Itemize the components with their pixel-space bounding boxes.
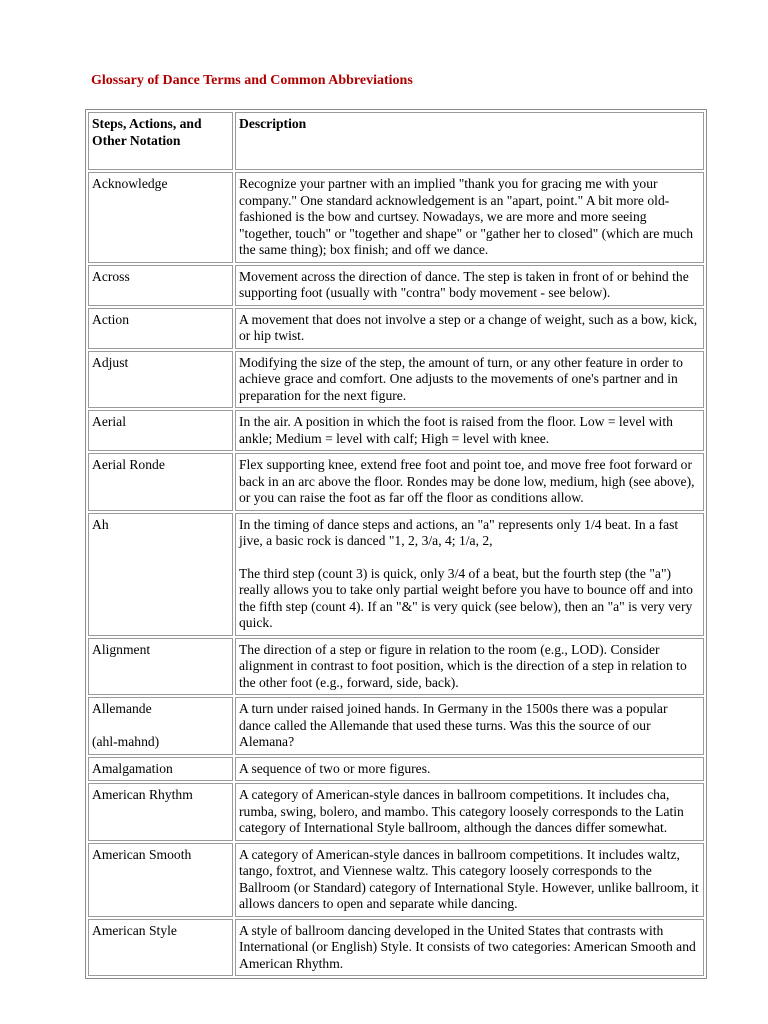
- table-row: [88, 919, 704, 977]
- header-term: Steps, Actions, and Other Notation: [88, 112, 233, 170]
- description-cell: A movement that does not involve a step or a change of weight, such as a bow, kick, or hip twist.: [235, 308, 704, 349]
- description-cell: Recognize your partner with an implied "thank you for gracing me with your company." One standard acknowledgement is an "apart, point." A bit more old-fashioned is the bow and curtsey. Nowadays, we are more and more seeing "together, touch" or "together and shape" or "gather her to closed" (which are much the same thing); box finish; and off we dance.: [235, 172, 704, 263]
- description-cell: A category of American-style dances in ballroom competitions. It includes waltz, tango, foxtrot, and Viennese waltz. This category loosely corresponds to the Ballroom (or Standard) category of International Style. However, unlike ballroom, it allows dancers to open and separate while dancing.: [235, 843, 704, 917]
- glossary-table: [85, 109, 707, 979]
- header-description: Description: [235, 112, 704, 170]
- description-cell: Movement across the direction of dance. The step is taken in front of or behind the supporting foot (usually with "contra" body movement - see below).: [235, 265, 704, 306]
- table-row: [88, 265, 704, 306]
- term-pronunciation: (ahl-mahnd): [92, 733, 160, 749]
- table-header-row: [88, 112, 704, 170]
- description-paragraph: In the timing of dance steps and actions, an "a" represents only 1/4 beat. In a fast jive, a basic rock is danced "1, 2, 3/a, 4; 1/a, 2,: [239, 516, 679, 548]
- term-cell: [88, 697, 233, 755]
- table-row: [88, 172, 704, 263]
- term-cell: Acknowledge: [88, 172, 233, 263]
- table-row: [88, 410, 704, 451]
- term-cell: Aerial Ronde: [88, 453, 233, 511]
- term-cell: Amalgamation: [88, 757, 233, 782]
- term-cell: American Smooth: [88, 843, 233, 917]
- table-row: [88, 783, 704, 841]
- term-text: Allemande: [92, 701, 152, 716]
- description-cell: Modifying the size of the step, the amount of turn, or any other feature in order to achieve grace and comfort. One adjusts to the movements of one's partner and in preparation for the next figure.: [235, 351, 704, 409]
- table-row: [88, 757, 704, 782]
- page-title: Glossary of Dance Terms and Common Abbreviations: [91, 73, 413, 88]
- term-cell: Action: [88, 308, 233, 349]
- term-cell: Alignment: [88, 638, 233, 696]
- description-cell: A category of American-style dances in ballroom competitions. It includes cha, rumba, swing, bolero, and mambo. This category loosely corresponds to the Latin category of International Style ballroom, although the dances differ somewhat.: [235, 783, 704, 841]
- table-row: [88, 453, 704, 511]
- description-paragraph: The third step (count 3) is quick, only 3/4 of a beat, but the fourth step (the "a") really allows you to take only partial weight before you have to bounce off and into the fifth step (count 4). If an "&" is very quick (see below), then an "a" is very very quick.: [239, 565, 693, 630]
- term-cell: American Style: [88, 919, 233, 977]
- term-cell: Adjust: [88, 351, 233, 409]
- table-row: [88, 308, 704, 349]
- table-row: [88, 843, 704, 917]
- description-cell: A turn under raised joined hands. In Germany in the 1500s there was a popular dance called the Allemande that used these turns. Was this the source of our Alemana?: [235, 697, 704, 755]
- term-cell: Aerial: [88, 410, 233, 451]
- term-cell: American Rhythm: [88, 783, 233, 841]
- description-cell: A style of ballroom dancing developed in the United States that contrasts with International (or English) Style. It consists of two categories: American Smooth and American Rhythm.: [235, 919, 704, 977]
- description-cell: The direction of a step or figure in relation to the room (e.g., LOD). Consider alignment in contrast to foot position, which is the direction of a step in relation to the other foot (e.g., forward, side, back).: [235, 638, 704, 696]
- description-cell: [235, 513, 704, 636]
- table-row: [88, 513, 704, 636]
- table-row: [88, 638, 704, 696]
- table-row: [88, 697, 704, 755]
- term-cell: Ah: [88, 513, 233, 636]
- description-cell: In the air. A position in which the foot is raised from the floor. Low = level with ankle; Medium = level with calf; High = level with knee.: [235, 410, 704, 451]
- table-row: [88, 351, 704, 409]
- description-cell: Flex supporting knee, extend free foot and point toe, and move free foot forward or back in an arc above the floor. Rondes may be done low, medium, high (see above), or you can raise the foot as far off the floor as conditions allow.: [235, 453, 704, 511]
- term-cell: Across: [88, 265, 233, 306]
- description-cell: A sequence of two or more figures.: [235, 757, 704, 782]
